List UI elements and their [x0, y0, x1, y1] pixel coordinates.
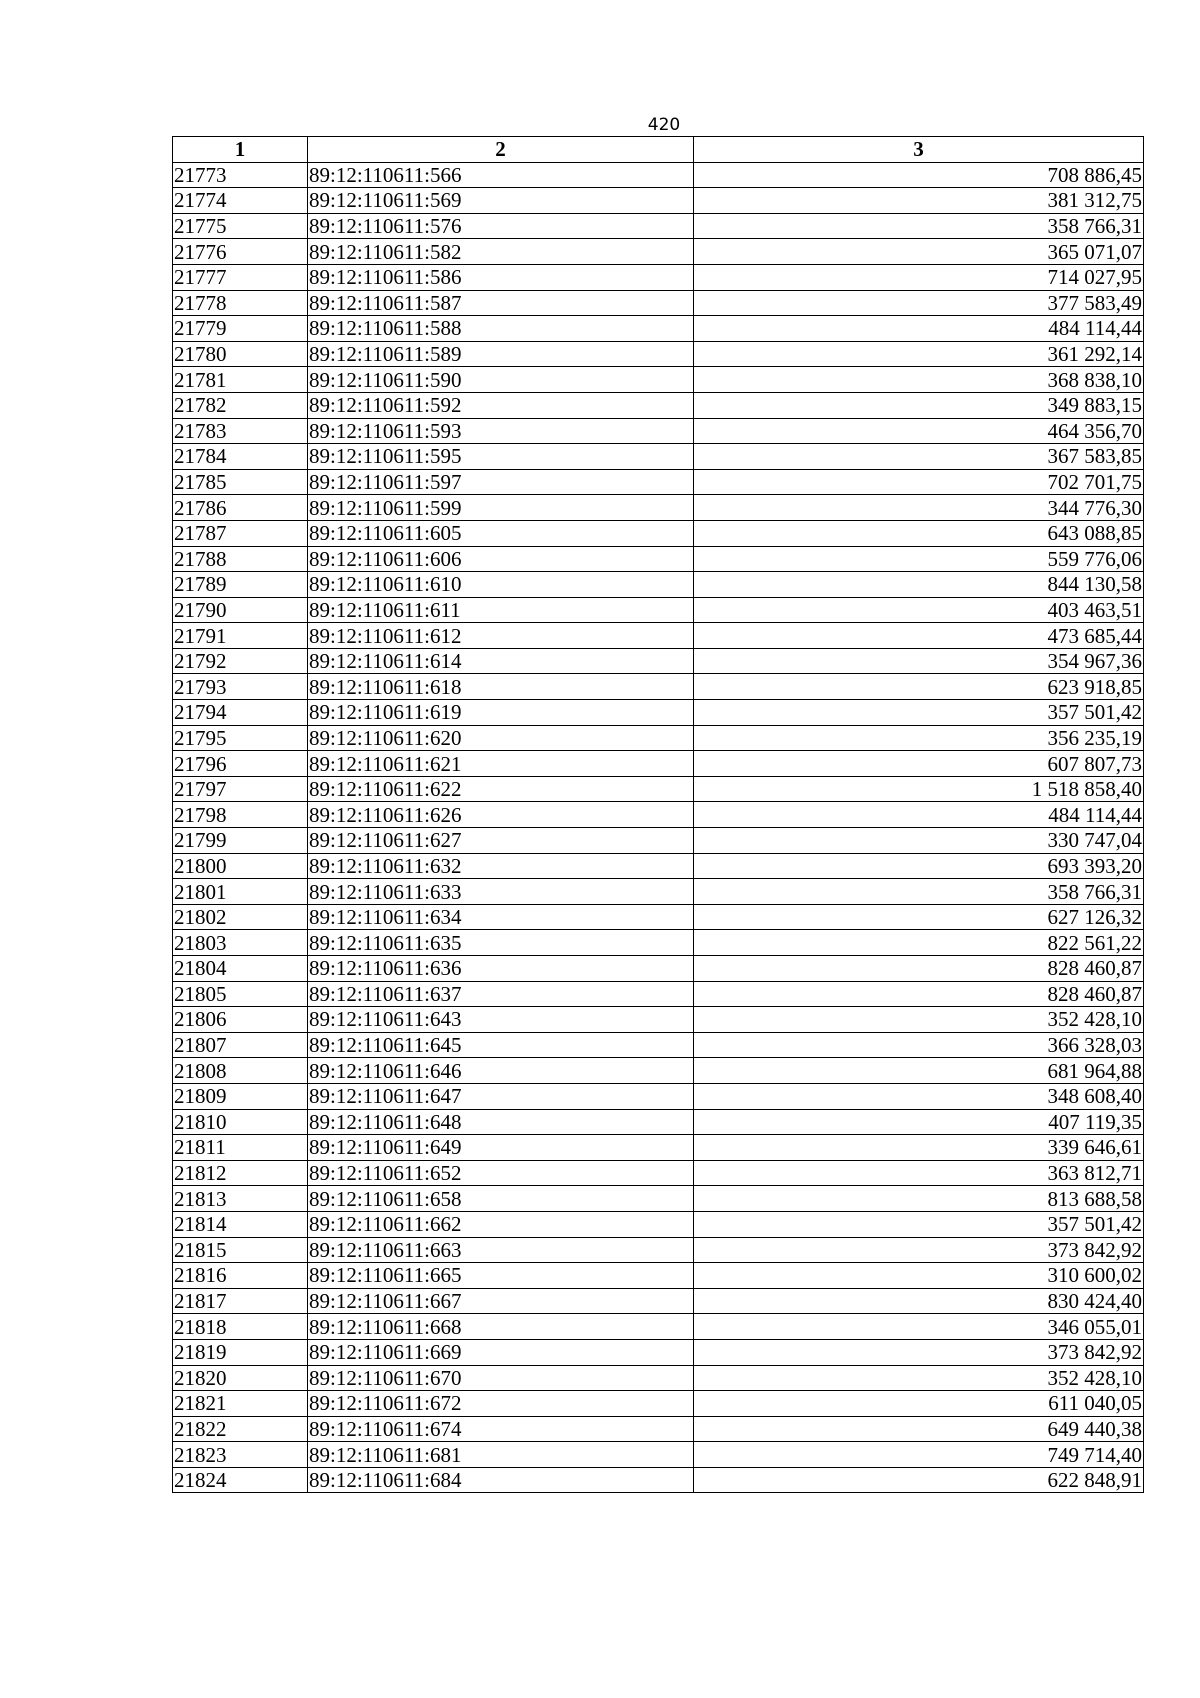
- table-row: [173, 1135, 1144, 1161]
- row-number-cell: 21789: [173, 572, 308, 598]
- value-cell: 649 440,38: [694, 1416, 1144, 1442]
- page-number-text: 420: [647, 115, 681, 135]
- row-number-cell: 21782: [173, 392, 308, 418]
- row-number-cell: 21786: [173, 495, 308, 521]
- row-number-cell: 21799: [173, 828, 308, 854]
- row-number-cell: 21820: [173, 1365, 308, 1391]
- table-header: [173, 137, 1144, 163]
- table-row: [173, 546, 1144, 572]
- table-row: [173, 188, 1144, 214]
- cadastral-number-cell: 89:12:110611:595: [308, 444, 694, 470]
- row-number-cell: 21812: [173, 1160, 308, 1186]
- table-row: [173, 290, 1144, 316]
- register-table: [172, 136, 1144, 1493]
- table-row: [173, 1211, 1144, 1237]
- cadastral-number-cell: 89:12:110611:648: [308, 1109, 694, 1135]
- row-number-cell: 21821: [173, 1391, 308, 1417]
- cadastral-number-cell: 89:12:110611:593: [308, 418, 694, 444]
- cadastral-number-cell: 89:12:110611:672: [308, 1391, 694, 1417]
- value-cell: 714 027,95: [694, 264, 1144, 290]
- table-row: [173, 956, 1144, 982]
- table-row: [173, 1007, 1144, 1033]
- table-row: [173, 853, 1144, 879]
- table-row: [173, 1186, 1144, 1212]
- cadastral-number-cell: 89:12:110611:587: [308, 290, 694, 316]
- cadastral-number-cell: 89:12:110611:667: [308, 1288, 694, 1314]
- row-number-cell: 21804: [173, 956, 308, 982]
- value-cell: 749 714,40: [694, 1442, 1144, 1468]
- table-row: [173, 597, 1144, 623]
- row-number-cell: 21809: [173, 1083, 308, 1109]
- cadastral-number-cell: 89:12:110611:611: [308, 597, 694, 623]
- row-number-cell: 21774: [173, 188, 308, 214]
- table-row: [173, 1442, 1144, 1468]
- value-cell: 828 460,87: [694, 956, 1144, 982]
- value-cell: 403 463,51: [694, 597, 1144, 623]
- cadastral-number-cell: 89:12:110611:632: [308, 853, 694, 879]
- value-cell: 627 126,32: [694, 904, 1144, 930]
- value-cell: 377 583,49: [694, 290, 1144, 316]
- row-number-cell: 21794: [173, 700, 308, 726]
- value-cell: 693 393,20: [694, 853, 1144, 879]
- table-row: [173, 213, 1144, 239]
- cadastral-number-cell: 89:12:110611:622: [308, 776, 694, 802]
- table-row: [173, 341, 1144, 367]
- row-number-cell: 21801: [173, 879, 308, 905]
- value-cell: 367 583,85: [694, 444, 1144, 470]
- table-row: [173, 1314, 1144, 1340]
- value-cell: 339 646,61: [694, 1135, 1144, 1161]
- cadastral-number-cell: 89:12:110611:665: [308, 1263, 694, 1289]
- row-number-cell: 21775: [173, 213, 308, 239]
- value-cell: 559 776,06: [694, 546, 1144, 572]
- value-cell: 473 685,44: [694, 623, 1144, 649]
- value-cell: 346 055,01: [694, 1314, 1144, 1340]
- table-row: [173, 1391, 1144, 1417]
- row-number-cell: 21783: [173, 418, 308, 444]
- value-cell: 356 235,19: [694, 725, 1144, 751]
- value-cell: 352 428,10: [694, 1007, 1144, 1033]
- cadastral-number-cell: 89:12:110611:620: [308, 725, 694, 751]
- table-row: [173, 879, 1144, 905]
- value-cell: 830 424,40: [694, 1288, 1144, 1314]
- table-row: [173, 162, 1144, 188]
- cadastral-number-cell: 89:12:110611:635: [308, 930, 694, 956]
- value-cell: 622 848,91: [694, 1467, 1144, 1493]
- cadastral-number-cell: 89:12:110611:592: [308, 392, 694, 418]
- value-cell: 381 312,75: [694, 188, 1144, 214]
- table-row: [173, 316, 1144, 342]
- table-row: [173, 1237, 1144, 1263]
- cadastral-number-cell: 89:12:110611:658: [308, 1186, 694, 1212]
- value-cell: 681 964,88: [694, 1058, 1144, 1084]
- table-row: [173, 367, 1144, 393]
- table-row: [173, 981, 1144, 1007]
- table-row: [173, 1058, 1144, 1084]
- cadastral-number-cell: 89:12:110611:645: [308, 1032, 694, 1058]
- table-row: [173, 392, 1144, 418]
- cadastral-number-cell: 89:12:110611:582: [308, 239, 694, 265]
- cadastral-number-cell: 89:12:110611:636: [308, 956, 694, 982]
- table-row: [173, 1467, 1144, 1493]
- value-cell: 822 561,22: [694, 930, 1144, 956]
- row-number-cell: 21815: [173, 1237, 308, 1263]
- row-number-cell: 21811: [173, 1135, 308, 1161]
- table-row: [173, 828, 1144, 854]
- column-header-2: 2: [308, 137, 694, 163]
- cadastral-number-cell: 89:12:110611:662: [308, 1211, 694, 1237]
- value-cell: 708 886,45: [694, 162, 1144, 188]
- cadastral-number-cell: 89:12:110611:627: [308, 828, 694, 854]
- table-row: [173, 674, 1144, 700]
- cadastral-number-cell: 89:12:110611:566: [308, 162, 694, 188]
- cadastral-number-cell: 89:12:110611:614: [308, 648, 694, 674]
- table-row: [173, 1032, 1144, 1058]
- table-row: [173, 418, 1144, 444]
- value-cell: 643 088,85: [694, 520, 1144, 546]
- cadastral-number-cell: 89:12:110611:652: [308, 1160, 694, 1186]
- cadastral-number-cell: 89:12:110611:589: [308, 341, 694, 367]
- cadastral-number-cell: 89:12:110611:588: [308, 316, 694, 342]
- cadastral-number-cell: 89:12:110611:647: [308, 1083, 694, 1109]
- value-cell: 357 501,42: [694, 1211, 1144, 1237]
- cadastral-number-cell: 89:12:110611:681: [308, 1442, 694, 1468]
- table-row: [173, 802, 1144, 828]
- table-row: [173, 1160, 1144, 1186]
- cadastral-number-cell: 89:12:110611:643: [308, 1007, 694, 1033]
- column-header-1: 1: [173, 137, 308, 163]
- cadastral-number-cell: 89:12:110611:606: [308, 546, 694, 572]
- table-row: [173, 1365, 1144, 1391]
- row-number-cell: 21808: [173, 1058, 308, 1084]
- row-number-cell: 21818: [173, 1314, 308, 1340]
- value-cell: 484 114,44: [694, 316, 1144, 342]
- row-number-cell: 21796: [173, 751, 308, 777]
- row-number-cell: 21790: [173, 597, 308, 623]
- cadastral-number-cell: 89:12:110611:576: [308, 213, 694, 239]
- value-cell: 361 292,14: [694, 341, 1144, 367]
- table-row: [173, 264, 1144, 290]
- row-number-cell: 21814: [173, 1211, 308, 1237]
- value-cell: 464 356,70: [694, 418, 1144, 444]
- row-number-cell: 21778: [173, 290, 308, 316]
- row-number-cell: 21781: [173, 367, 308, 393]
- row-number-cell: 21791: [173, 623, 308, 649]
- cadastral-number-cell: 89:12:110611:586: [308, 264, 694, 290]
- row-number-cell: 21798: [173, 802, 308, 828]
- row-number-cell: 21813: [173, 1186, 308, 1212]
- row-number-cell: 21807: [173, 1032, 308, 1058]
- cadastral-number-cell: 89:12:110611:633: [308, 879, 694, 905]
- table-row: [173, 1416, 1144, 1442]
- value-cell: 344 776,30: [694, 495, 1144, 521]
- row-number-cell: 21802: [173, 904, 308, 930]
- value-cell: 702 701,75: [694, 469, 1144, 495]
- table-row: [173, 495, 1144, 521]
- value-cell: 365 071,07: [694, 239, 1144, 265]
- value-cell: 348 608,40: [694, 1083, 1144, 1109]
- column-header-3: 3: [694, 137, 1144, 163]
- cadastral-number-cell: 89:12:110611:569: [308, 188, 694, 214]
- value-cell: 373 842,92: [694, 1237, 1144, 1263]
- cadastral-number-cell: 89:12:110611:618: [308, 674, 694, 700]
- cadastral-number-cell: 89:12:110611:649: [308, 1135, 694, 1161]
- table-body: [173, 162, 1144, 1493]
- cadastral-number-cell: 89:12:110611:610: [308, 572, 694, 598]
- cadastral-number-cell: 89:12:110611:637: [308, 981, 694, 1007]
- cadastral-number-cell: 89:12:110611:619: [308, 700, 694, 726]
- row-number-cell: 21776: [173, 239, 308, 265]
- value-cell: 828 460,87: [694, 981, 1144, 1007]
- row-number-cell: 21780: [173, 341, 308, 367]
- row-number-cell: 21819: [173, 1339, 308, 1365]
- row-number-cell: 21793: [173, 674, 308, 700]
- cadastral-number-cell: 89:12:110611:597: [308, 469, 694, 495]
- value-cell: 607 807,73: [694, 751, 1144, 777]
- row-number-cell: 21800: [173, 853, 308, 879]
- value-cell: 310 600,02: [694, 1263, 1144, 1289]
- value-cell: 358 766,31: [694, 213, 1144, 239]
- value-cell: 407 119,35: [694, 1109, 1144, 1135]
- row-number-cell: 21787: [173, 520, 308, 546]
- cadastral-number-cell: 89:12:110611:590: [308, 367, 694, 393]
- table-row: [173, 444, 1144, 470]
- row-number-cell: 21797: [173, 776, 308, 802]
- cadastral-number-cell: 89:12:110611:621: [308, 751, 694, 777]
- value-cell: 611 040,05: [694, 1391, 1144, 1417]
- cadastral-number-cell: 89:12:110611:634: [308, 904, 694, 930]
- table-row: [173, 725, 1144, 751]
- table-row: [173, 1288, 1144, 1314]
- row-number-cell: 21822: [173, 1416, 308, 1442]
- table-row: [173, 1083, 1144, 1109]
- value-cell: 352 428,10: [694, 1365, 1144, 1391]
- row-number-cell: 21784: [173, 444, 308, 470]
- row-number-cell: 21810: [173, 1109, 308, 1135]
- cadastral-number-cell: 89:12:110611:605: [308, 520, 694, 546]
- table-row: [173, 623, 1144, 649]
- row-number-cell: 21779: [173, 316, 308, 342]
- cadastral-number-cell: 89:12:110611:663: [308, 1237, 694, 1263]
- table-row: [173, 930, 1144, 956]
- cadastral-number-cell: 89:12:110611:668: [308, 1314, 694, 1340]
- value-cell: 330 747,04: [694, 828, 1144, 854]
- cadastral-number-cell: 89:12:110611:599: [308, 495, 694, 521]
- table-row: [173, 776, 1144, 802]
- table-row: [173, 648, 1144, 674]
- value-cell: 354 967,36: [694, 648, 1144, 674]
- value-cell: 844 130,58: [694, 572, 1144, 598]
- header-row: [173, 137, 1144, 163]
- table-row: [173, 1339, 1144, 1365]
- value-cell: 366 328,03: [694, 1032, 1144, 1058]
- value-cell: 358 766,31: [694, 879, 1144, 905]
- value-cell: 363 812,71: [694, 1160, 1144, 1186]
- value-cell: 349 883,15: [694, 392, 1144, 418]
- table-row: [173, 751, 1144, 777]
- cadastral-number-cell: 89:12:110611:670: [308, 1365, 694, 1391]
- row-number-cell: 21777: [173, 264, 308, 290]
- cadastral-number-cell: 89:12:110611:646: [308, 1058, 694, 1084]
- row-number-cell: 21824: [173, 1467, 308, 1493]
- table-row: [173, 572, 1144, 598]
- row-number-cell: 21816: [173, 1263, 308, 1289]
- row-number-cell: 21817: [173, 1288, 308, 1314]
- table-row: [173, 239, 1144, 265]
- value-cell: 1 518 858,40: [694, 776, 1144, 802]
- cadastral-number-cell: 89:12:110611:626: [308, 802, 694, 828]
- table-row: [173, 1109, 1144, 1135]
- table-row: [173, 904, 1144, 930]
- row-number-cell: 21773: [173, 162, 308, 188]
- value-cell: 368 838,10: [694, 367, 1144, 393]
- row-number-cell: 21805: [173, 981, 308, 1007]
- row-number-cell: 21803: [173, 930, 308, 956]
- cadastral-number-cell: 89:12:110611:669: [308, 1339, 694, 1365]
- table-row: [173, 1263, 1144, 1289]
- row-number-cell: 21823: [173, 1442, 308, 1468]
- row-number-cell: 21792: [173, 648, 308, 674]
- value-cell: 623 918,85: [694, 674, 1144, 700]
- row-number-cell: 21788: [173, 546, 308, 572]
- value-cell: 373 842,92: [694, 1339, 1144, 1365]
- row-number-cell: 21806: [173, 1007, 308, 1033]
- cadastral-number-cell: 89:12:110611:612: [308, 623, 694, 649]
- value-cell: 484 114,44: [694, 802, 1144, 828]
- value-cell: 357 501,42: [694, 700, 1144, 726]
- cadastral-number-cell: 89:12:110611:684: [308, 1467, 694, 1493]
- value-cell: 813 688,58: [694, 1186, 1144, 1212]
- table-row: [173, 469, 1144, 495]
- cadastral-number-cell: 89:12:110611:674: [308, 1416, 694, 1442]
- table-row: [173, 700, 1144, 726]
- row-number-cell: 21785: [173, 469, 308, 495]
- row-number-cell: 21795: [173, 725, 308, 751]
- page-number: [0, 112, 1200, 138]
- table-row: [173, 520, 1144, 546]
